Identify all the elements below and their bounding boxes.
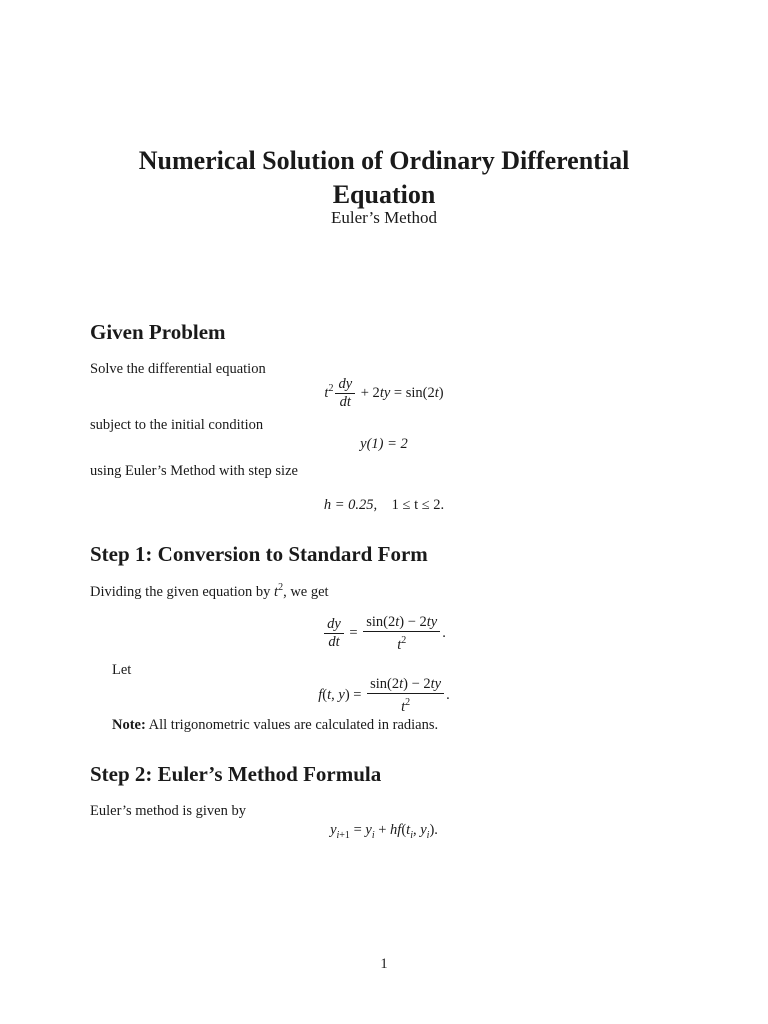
step-size-value: h = 0.25, [323,497,378,513]
step1-intro-prefix: Dividing the given equation by [90,583,275,600]
note-label: Note: [112,717,146,733]
document-title: Numerical Solution of Ordinary Differential Equation [138,146,630,209]
note-text [112,717,438,734]
document-subtitle: Euler’s Method [331,208,437,227]
let-text: Let [112,662,132,678]
step2-intro-text: Euler’s method is given by [90,803,246,819]
step1-intro-suffix: , we get [283,583,329,600]
standard-form-equation: $\frac{dy}{dt}$ = $\frac{\sin(2t) - 2ty}{t^2}$ . [90,614,678,654]
method-intro-text: using Euler’s Method with step size [90,463,298,479]
initial-condition-value: y(1) = 2 [360,436,408,452]
function-definition-equation: f(t, y) = $\frac{\sin(2t) - 2ty}{t^2}$ . [318,676,450,715]
range-value: 1 ≤ t ≤ 2. [391,497,445,513]
given-intro-text: Solve the differential equation [90,361,266,377]
page-number: 1 [380,956,388,972]
step-size-equation [90,497,678,514]
section-heading-step-1: Step 1: Conversion to Standard Form [90,542,428,566]
note-body: All trigonometric values are calculated in radians. [145,717,439,733]
differential-equation: $t^2$ $\frac{dy}{dt}$ + 2ty = sin(2t) [324,376,444,410]
initial-condition [90,436,678,453]
step1-intro-text [90,582,329,601]
step1-intro-exp: 2 [278,582,284,593]
condition-intro-text: subject to the initial condition [90,417,264,433]
euler-formula-equation: $y_{i+1} = y_i + hf(t_i$, $y_i$). [330,822,438,841]
section-heading-step-2: Step 2: Euler’s Method Formula [90,762,382,786]
section-heading-given-problem: Given Problem [90,320,226,344]
step1-intro-var: t [274,583,279,600]
